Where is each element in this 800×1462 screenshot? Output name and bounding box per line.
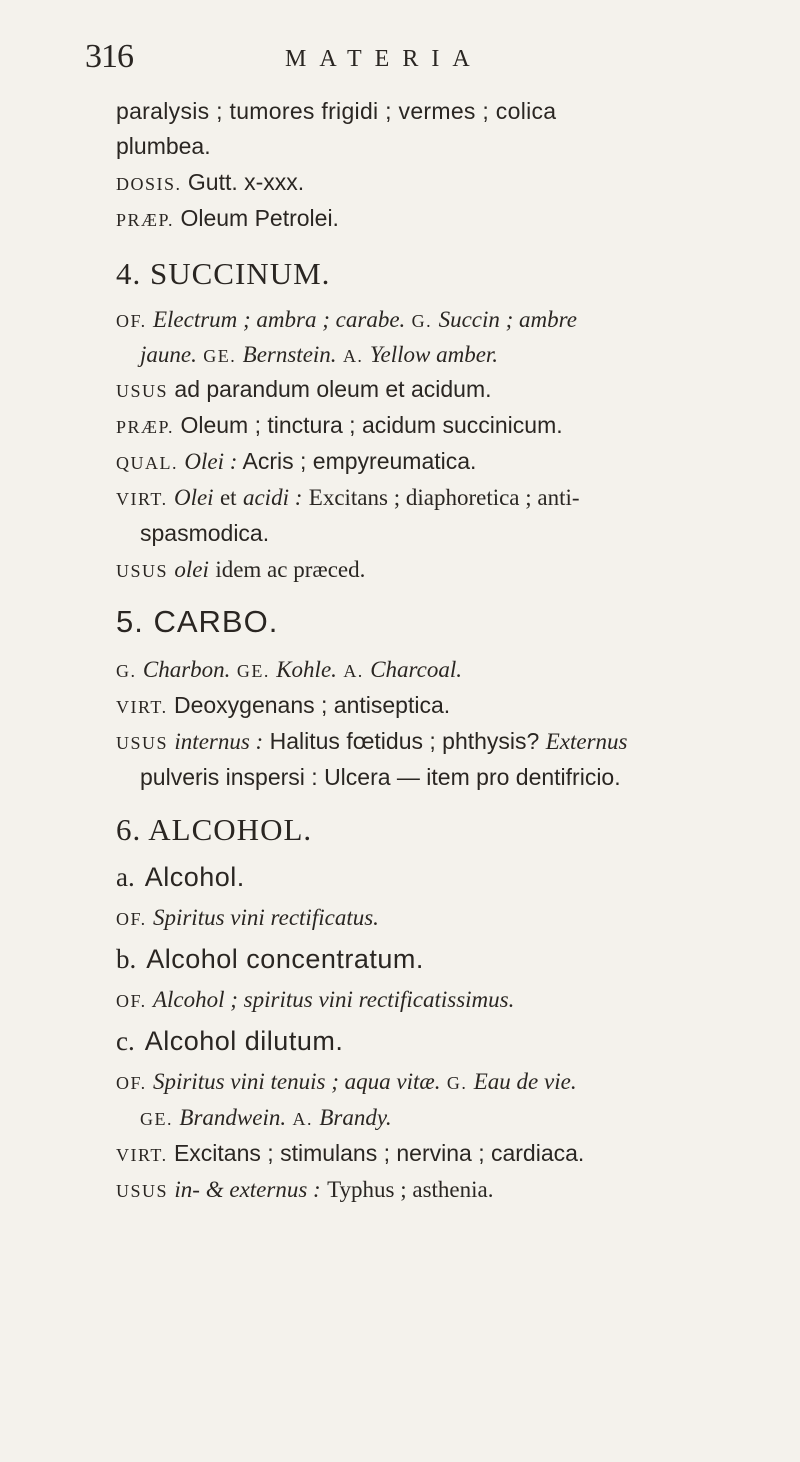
text-line	[116, 412, 563, 439]
line-label: VIRT.	[116, 489, 168, 509]
running-title: MATERIA	[285, 46, 483, 72]
line-italic: Electrum ; ambra ; carabe.	[152, 307, 406, 332]
page-header	[85, 38, 745, 84]
text-line	[116, 728, 628, 755]
subsection-title: Alcohol.	[144, 862, 245, 892]
line-italic: Olei :	[184, 449, 238, 474]
subsection-heading	[116, 944, 424, 975]
subsection-title: Alcohol dilutum.	[144, 1026, 344, 1056]
line-italic: Succin ; ambre	[438, 307, 577, 332]
line-text: plumbea.	[116, 133, 211, 159]
line-label: VIRT.	[116, 697, 168, 717]
line-text: ad parandum oleum et acidum.	[174, 376, 492, 402]
section-heading: 5. CARBO.	[116, 604, 279, 639]
text-line	[116, 205, 339, 232]
line-label: GE.	[203, 346, 237, 366]
line-label: PRÆP.	[116, 417, 175, 437]
text-line	[116, 306, 577, 333]
line-text: Halitus fœtidus ; phthysis?	[269, 728, 540, 754]
line-label: OF.	[116, 1073, 147, 1093]
line-italic: Kohle.	[276, 657, 337, 682]
line-label: G.	[411, 311, 433, 331]
text-line	[116, 376, 492, 403]
section-heading: 6. ALCOHOL.	[116, 812, 313, 847]
text-line	[140, 341, 498, 368]
line-text: Excitans ; diaphoretica ; anti-	[308, 485, 580, 510]
line-italic: internus :	[174, 729, 264, 754]
line-label: USUS	[116, 381, 169, 401]
line-label: A.	[342, 346, 364, 366]
line-italic: Charcoal.	[370, 657, 462, 682]
line-italic: Brandy.	[319, 1105, 392, 1130]
text-line	[116, 986, 514, 1013]
line-label: G.	[116, 661, 137, 681]
line-label: USUS	[116, 561, 169, 581]
line-italic: Spiritus vini rectificatus.	[152, 905, 379, 930]
line-label: USUS	[116, 733, 169, 753]
text-line	[116, 1068, 577, 1095]
line-italic: Alcohol ; spiritus vini rectificatissimus.	[152, 987, 515, 1012]
text-line	[116, 904, 379, 931]
line-text: et	[219, 485, 237, 510]
line-label: A.	[343, 661, 364, 681]
text-line	[140, 1104, 392, 1131]
line-label: DOSIS.	[116, 174, 182, 194]
line-label: A.	[292, 1109, 313, 1129]
subsection-heading	[116, 862, 245, 893]
text-line	[116, 448, 476, 475]
line-text: Deoxygenans ; antiseptica.	[173, 692, 451, 718]
line-italic: Charbon.	[142, 657, 231, 682]
subsection-letter: a.	[116, 862, 135, 892]
line-label: G.	[446, 1073, 468, 1093]
line-label: OF.	[116, 991, 147, 1011]
line-text: Oleum ; tinctura ; acidum succinicum.	[180, 412, 563, 438]
line-text: Oleum Petrolei.	[180, 205, 339, 231]
subsection-heading	[116, 1026, 343, 1057]
line-label: USUS	[116, 1181, 169, 1201]
line-text: paralysis ; tumores frigidi ; vermes ; colica	[116, 98, 557, 124]
line-text: Typhus ; asthenia.	[327, 1177, 494, 1202]
text-line	[116, 692, 450, 719]
line-text: spasmodica.	[140, 520, 270, 546]
line-label: GE.	[140, 1109, 173, 1129]
subsection-letter: b.	[116, 944, 137, 974]
page-number: 316	[85, 38, 133, 75]
line-italic: Olei	[173, 485, 214, 510]
text-line	[116, 98, 556, 125]
line-italic: olei	[174, 557, 209, 582]
line-italic: Spiritus vini tenuis ; aqua vitæ.	[152, 1069, 441, 1094]
text-line	[116, 656, 462, 683]
line-italic: Externus	[545, 729, 628, 754]
line-text: idem ac præced.	[215, 557, 366, 582]
line-italic: in- & externus :	[174, 1177, 321, 1202]
line-label: PRÆP.	[116, 210, 175, 230]
line-label: OF.	[116, 909, 147, 929]
subsection-title: Alcohol concentratum.	[146, 944, 424, 974]
text-line	[116, 169, 304, 196]
line-italic: jaune.	[140, 342, 197, 367]
line-italic: Brandwein.	[179, 1105, 287, 1130]
line-label: OF.	[116, 311, 147, 331]
text-line	[116, 484, 580, 511]
text-line	[116, 556, 365, 583]
line-label: QUAL.	[116, 453, 178, 473]
line-label: GE.	[236, 661, 270, 681]
subsection-letter: c.	[116, 1026, 135, 1056]
line-text: Acris ; empyreumatica.	[242, 448, 477, 474]
line-text: pulveris inspersi : Ulcera — item pro dentifricio.	[140, 764, 621, 790]
text-line	[116, 1140, 584, 1167]
line-text: Excitans ; stimulans ; nervina ; cardiaca.	[173, 1140, 585, 1166]
line-italic: acidi :	[242, 485, 303, 510]
text-line	[140, 764, 621, 791]
line-italic: Eau de vie.	[473, 1069, 577, 1094]
text-line	[116, 133, 211, 160]
text-line	[140, 520, 269, 547]
line-italic: Bernstein.	[242, 342, 337, 367]
text-line	[116, 1176, 493, 1203]
section-heading: 4. SUCCINUM.	[116, 256, 331, 291]
line-text: Gutt. x-xxx.	[187, 169, 305, 195]
line-italic: Yellow amber.	[369, 342, 499, 367]
line-label: VIRT.	[116, 1145, 168, 1165]
